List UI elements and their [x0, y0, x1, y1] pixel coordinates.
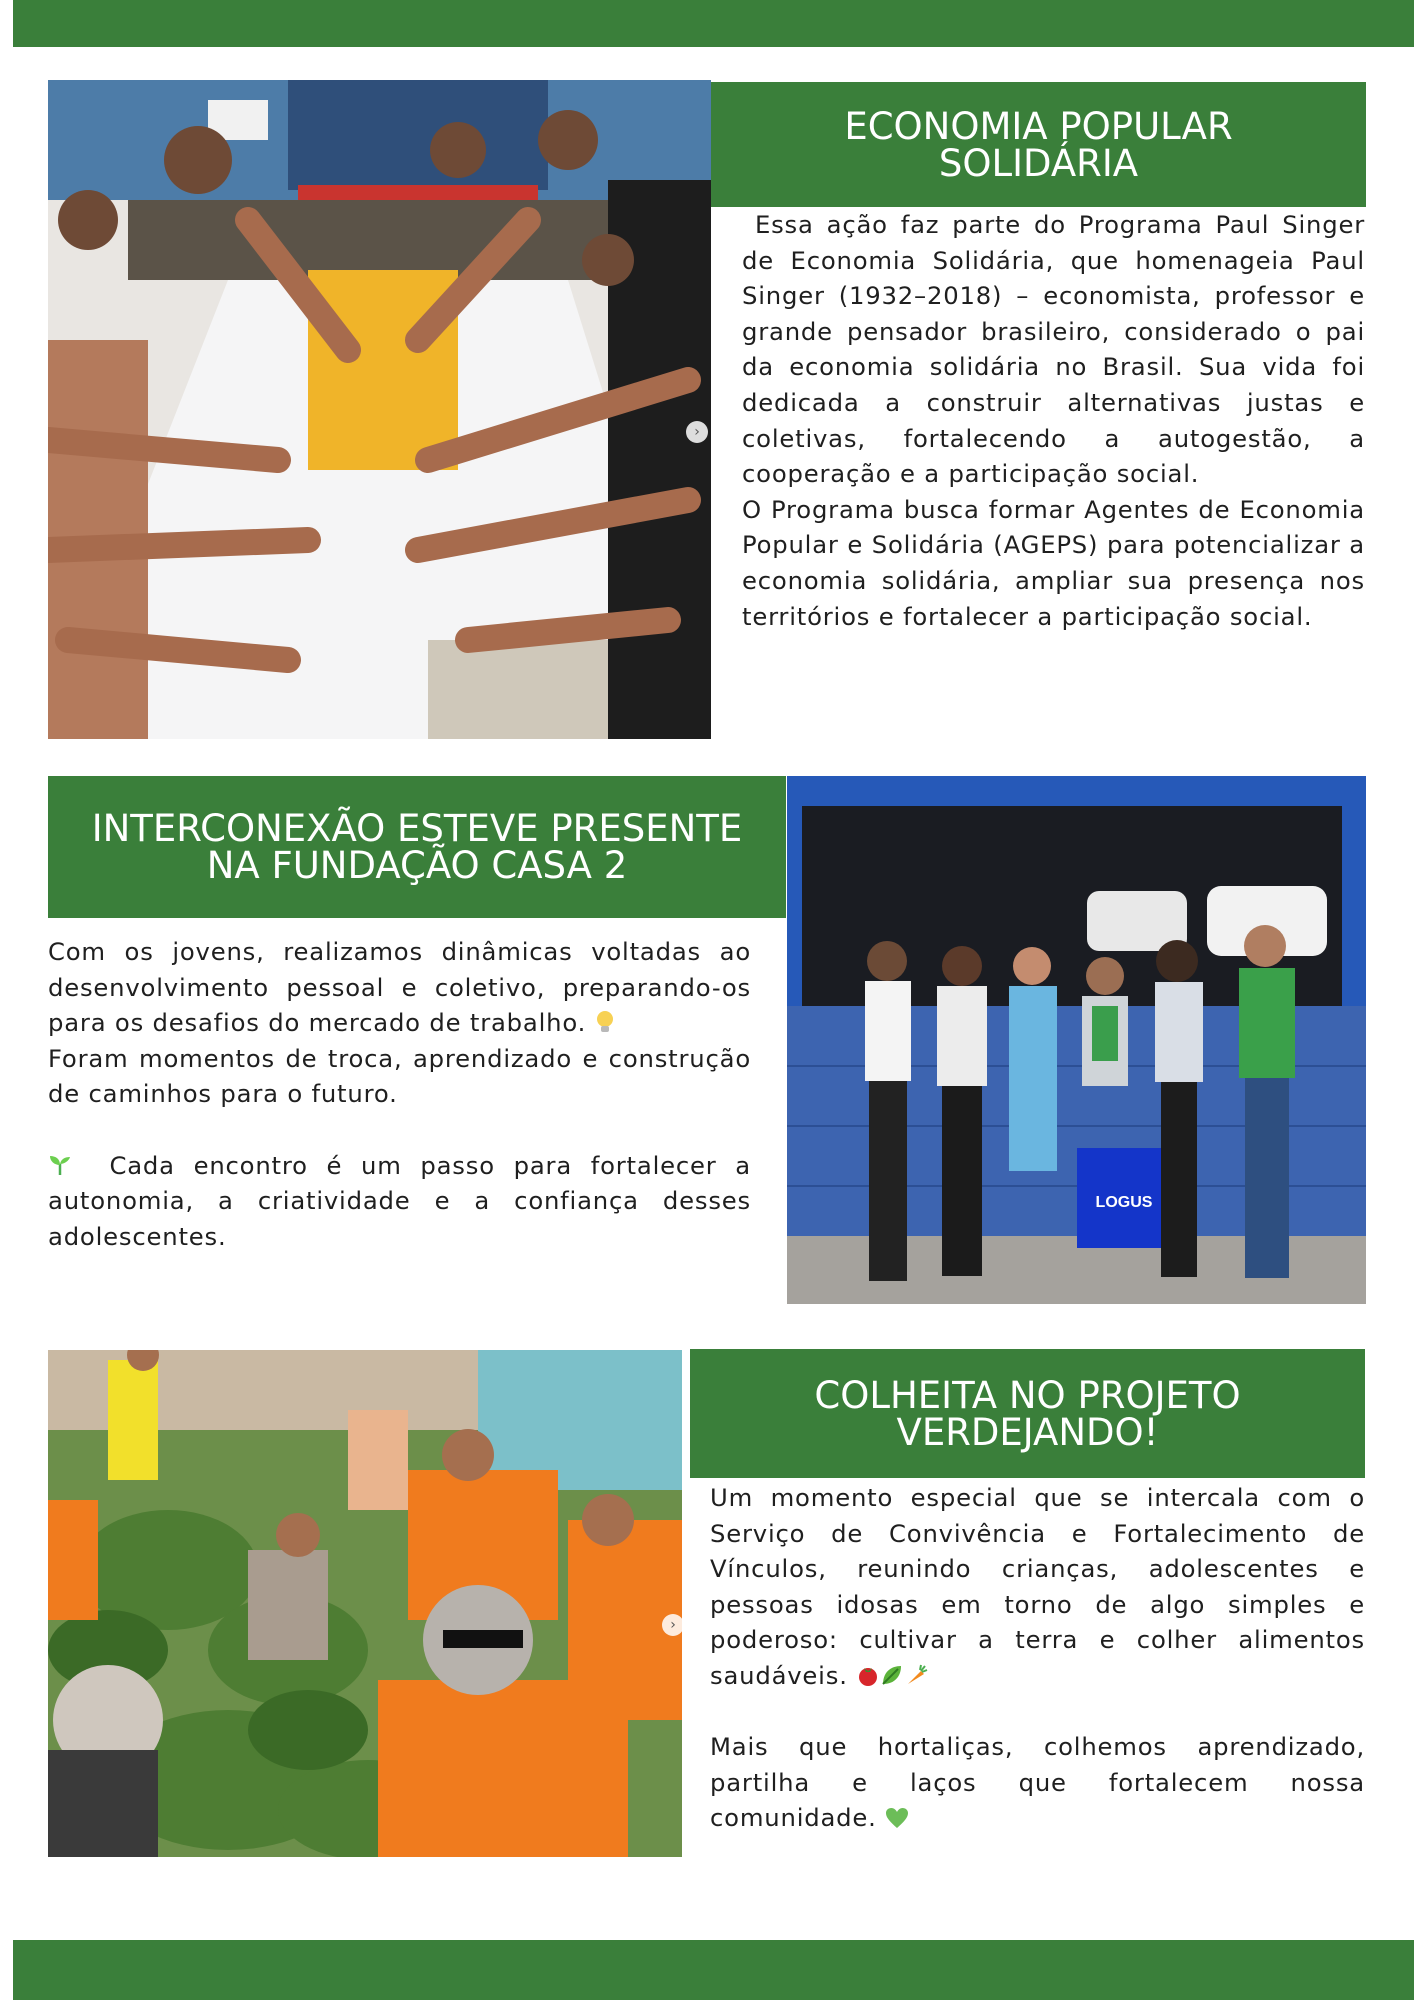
tomato-icon [856, 1663, 880, 1687]
green-heart-icon [885, 1807, 909, 1829]
carrot-icon [904, 1663, 928, 1687]
section2-paragraph-2: Foram momentos de troca, aprendizado e construção de caminhos para o futuro. [48, 1043, 751, 1109]
section1-paragraph-2: O Programa busca formar Agentes de Economia Popular e Solidária (AGEPS) para potencializar a economia solidária, ampliar sua presença nos territórios e fortalecer a participação social. [742, 494, 1365, 631]
section2-title-line1: INTERCONEXÃO ESTEVE PRESENTE [91, 807, 743, 850]
horta-colheita-photo [48, 1350, 682, 1857]
section3-paragraph-2-text: Mais que hortaliças, colhemos aprendizado, partilha e laços que fortalecem nossa comunidade. [710, 1732, 1365, 1833]
section3-body [710, 1480, 1365, 1836]
section1-paragraph-1: Essa ação faz parte do Programa Paul Singer de Economia Solidária, que homenageia Paul Singer (1932–2018) – economista, professor e grande pensador brasileiro, considerado o pai da economia solidária no Brasil. Sua vida foi dedicada a construir alternativas justas e coletivas, fortalecendo a autogestão, a cooperação e a participação social. [742, 210, 1374, 489]
bottom-banner-bar [13, 1940, 1414, 2000]
produce-emojis [856, 1661, 928, 1690]
section1-title-line2: SOLIDÁRIA [938, 141, 1139, 185]
fundacao-casa-group-photo [787, 776, 1366, 1304]
section3-title-line1: COLHEITA NO PROJETO [814, 1373, 1241, 1417]
top-banner-bar [13, 0, 1414, 47]
section3-paragraph-1-text: Um momento especial que se intercala com o Serviço de Convivência e Fortalecimento de Vínculos, reunindo crianças, adolescentes e pessoas idosas em torno de algo simples e poderoso: cultivar a terra e colher alimentos saudáveis. [710, 1483, 1365, 1690]
leafy-green-icon [880, 1663, 904, 1687]
economia-solidaria-photo [48, 80, 711, 739]
seedling-icon [48, 1153, 72, 1177]
section2-paragraph-3 [48, 1148, 751, 1255]
carousel-next-icon[interactable]: › [662, 1614, 684, 1636]
section3-paragraph-1 [710, 1480, 1365, 1694]
section1-title-line1: ECONOMIA POPULAR [844, 104, 1233, 148]
section1-title [711, 82, 1366, 207]
section2-paragraph-3-text: Cada encontro é um passo para fortalecer a autonomia, a criatividade e a confiança desses adolescentes. [48, 1150, 751, 1251]
carousel-next-icon[interactable]: › [686, 421, 708, 443]
section1-body [742, 207, 1374, 634]
section3-paragraph-2 [710, 1729, 1365, 1836]
section2-body [48, 934, 751, 1254]
section3-title-line2: VERDEJANDO! [896, 1410, 1159, 1454]
logus-bag-label: LOGUS [1095, 1194, 1153, 1211]
section2-paragraph-1 [48, 934, 751, 1041]
section2-title [48, 776, 786, 918]
section2-paragraph-1-text: Com os jovens, realizamos dinâmicas voltadas ao desenvolvimento pessoal e coletivo, preparando-os para os desafios do mercado de trabalho. [48, 937, 751, 1038]
lightbulb-icon [595, 1010, 615, 1034]
section3-title [690, 1349, 1365, 1478]
section2-title-line2: NA FUNDAÇÃO CASA 2 [206, 844, 628, 887]
